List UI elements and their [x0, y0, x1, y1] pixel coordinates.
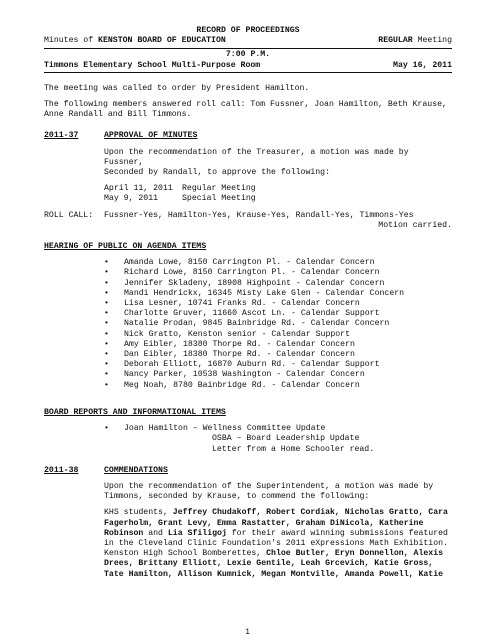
board-reports-title: BOARD REPORTS AND INFORMATIONAL ITEMS	[44, 407, 226, 417]
motion-result: Motion carried.	[378, 220, 452, 230]
commendation-paragraph: KHS students, Jeffrey Chudakoff, Robert Cordiak, Nicholas Gratto, Cara Fagerholm, Grant Levy, Emma Rastatter, Graham DiNicola, Katherine Robinson and Lia Sfiligoj for their award winning submissions featured in the Cleveland Clinic Foundation's 2011 eXpressions Math Exhibition. Kenston High School Bomberettes, Chloe Butler, Eryn Donnellon, Alexis Drees, Brittany Elliott, Lexie Gentile, Leah Grcevich, Katie Gross, Tate Hamilton, Allison Kumnick, Megan Montville, Amanda Powell, Katie	[104, 508, 448, 579]
bullet-icon: •	[104, 319, 109, 329]
roll-call-line-1: The following members answered roll call: Tom Fussner, Joan Hamilton, Beth Krause,	[44, 100, 447, 110]
list-item: • Meg Noah, 8780 Bainbridge Rd. - Calendar Concern	[104, 380, 360, 390]
meeting-approved-type: Regular Meeting	[182, 184, 256, 194]
meeting-approved-type: Special Meeting	[182, 194, 256, 204]
record-title: RECORD OF PROCEEDINGS	[196, 26, 300, 35]
list-item: • Richard Lowe, 8150 Carrington Pl. - Calendar Concern	[104, 268, 380, 278]
minutes-page	[44, 26, 452, 580]
item-38-text-1: Upon the recommendation of the Superintendent, a motion was made by	[104, 481, 434, 491]
bullet-icon: •	[104, 309, 109, 319]
bullet-icon: •	[104, 268, 109, 278]
meeting-suffix: Meeting	[412, 36, 452, 46]
list-item: • Nick Gratto, Kenston senior - Calendar Support	[104, 329, 351, 339]
item-37-text-1: Upon the recommendation of the Treasurer, a motion was made by Fussner,	[104, 147, 409, 167]
list-item: • Charlotte Gruver, 11660 Ascot Ln. - Calendar Support	[104, 309, 380, 319]
board-report-sub-1: OSBA – Board Leadership Update	[212, 434, 360, 444]
bullet-icon: •	[104, 380, 109, 390]
list-item: • Joan Hamilton – Wellness Committee Update	[104, 424, 326, 434]
page-number: 1	[245, 628, 250, 637]
list-item: • Natalie Prodan, 9845 Bainbridge Rd. - Calendar Concern	[104, 319, 390, 329]
roll-call-label: ROLL CALL:	[44, 210, 94, 220]
list-item: • Mandi Hendrickx, 16345 Misty Lake Glen - Calendar Concern	[104, 288, 405, 298]
item-title: COMMENDATIONS	[104, 465, 168, 475]
meeting-approved	[104, 194, 452, 204]
call-to-order: The meeting was called to order by President Hamilton.	[44, 83, 310, 93]
list-item: • Dan Eibler, 18380 Thorpe Rd. - Calendar Concern	[104, 350, 355, 360]
item-title: APPROVAL OF MINUTES	[104, 131, 198, 141]
board-name: KENSTON BOARD OF EDUCATION	[98, 36, 226, 46]
bullet-icon: •	[104, 288, 109, 298]
public-speakers-list	[104, 258, 452, 391]
bullet-icon: •	[104, 258, 109, 268]
item-number: 2011-37	[44, 131, 79, 141]
public-hearing-title: HEARING OF PUBLIC ON AGENDA ITEMS	[44, 242, 207, 252]
list-item: • Lisa Lesner, 10741 Franks Rd. - Calendar Concern	[104, 299, 360, 309]
list-item: • Nancy Parker, 10538 Washington - Calendar Concern	[104, 370, 365, 380]
board-report-sub-2: Letter from a Home Schooler read.	[212, 444, 375, 454]
roll-call-vote	[44, 211, 452, 221]
meeting-date: May 16, 2011	[393, 60, 452, 70]
roll-call-line-2: Anne Randall and Bill Timmons.	[44, 110, 192, 120]
meeting-location: Timmons Elementary School Multi-Purpose Room	[44, 60, 261, 70]
list-item: • Deborah Elliott, 16870 Auburn Rd. - Calendar Support	[104, 360, 380, 370]
bullet-icon: •	[104, 360, 109, 370]
minutes-of-prefix: Minutes of	[44, 36, 99, 46]
list-item: • Amanda Lowe, 8150 Carrington Pl. - Calendar Concern	[104, 258, 375, 268]
item-2011-37-heading	[44, 131, 452, 141]
meeting-type: REGULAR	[378, 36, 413, 46]
list-item: • Amy Eibler, 18380 Thorpe Rd. - Calendar Concern	[104, 339, 355, 349]
bullet-icon: •	[104, 350, 109, 360]
bullet-icon: •	[104, 329, 109, 339]
bullet-icon: •	[104, 424, 109, 434]
meeting-time: 7:00 P.M.	[225, 50, 271, 60]
minutes-of-line	[44, 36, 452, 46]
location-line	[44, 61, 452, 71]
roll-call-votes: Fussner-Yes, Hamilton-Yes, Krause-Yes, Randall-Yes, Timmons-Yes	[104, 210, 414, 220]
bullet-icon: •	[104, 299, 109, 309]
bullet-icon: •	[104, 339, 109, 349]
meeting-approved	[104, 184, 452, 194]
bullet-icon: •	[104, 370, 109, 380]
item-2011-38-heading	[44, 466, 452, 476]
item-37-text-2: Seconded by Randall, to approve the following:	[104, 168, 331, 178]
list-item: • Jennifer Skladeny, 18908 Highpoint - Calendar Concern	[104, 278, 385, 288]
header-rule-top	[44, 48, 452, 49]
item-number: 2011-38	[44, 465, 79, 475]
item-38-text-2: Timmons, seconded by Krause, to commend the following:	[104, 492, 370, 502]
meeting-approved-date: May 9, 2011	[104, 194, 159, 204]
board-reports-list	[104, 424, 452, 434]
meeting-approved-date: April 11, 2011	[104, 184, 173, 194]
bullet-icon: •	[104, 278, 109, 288]
